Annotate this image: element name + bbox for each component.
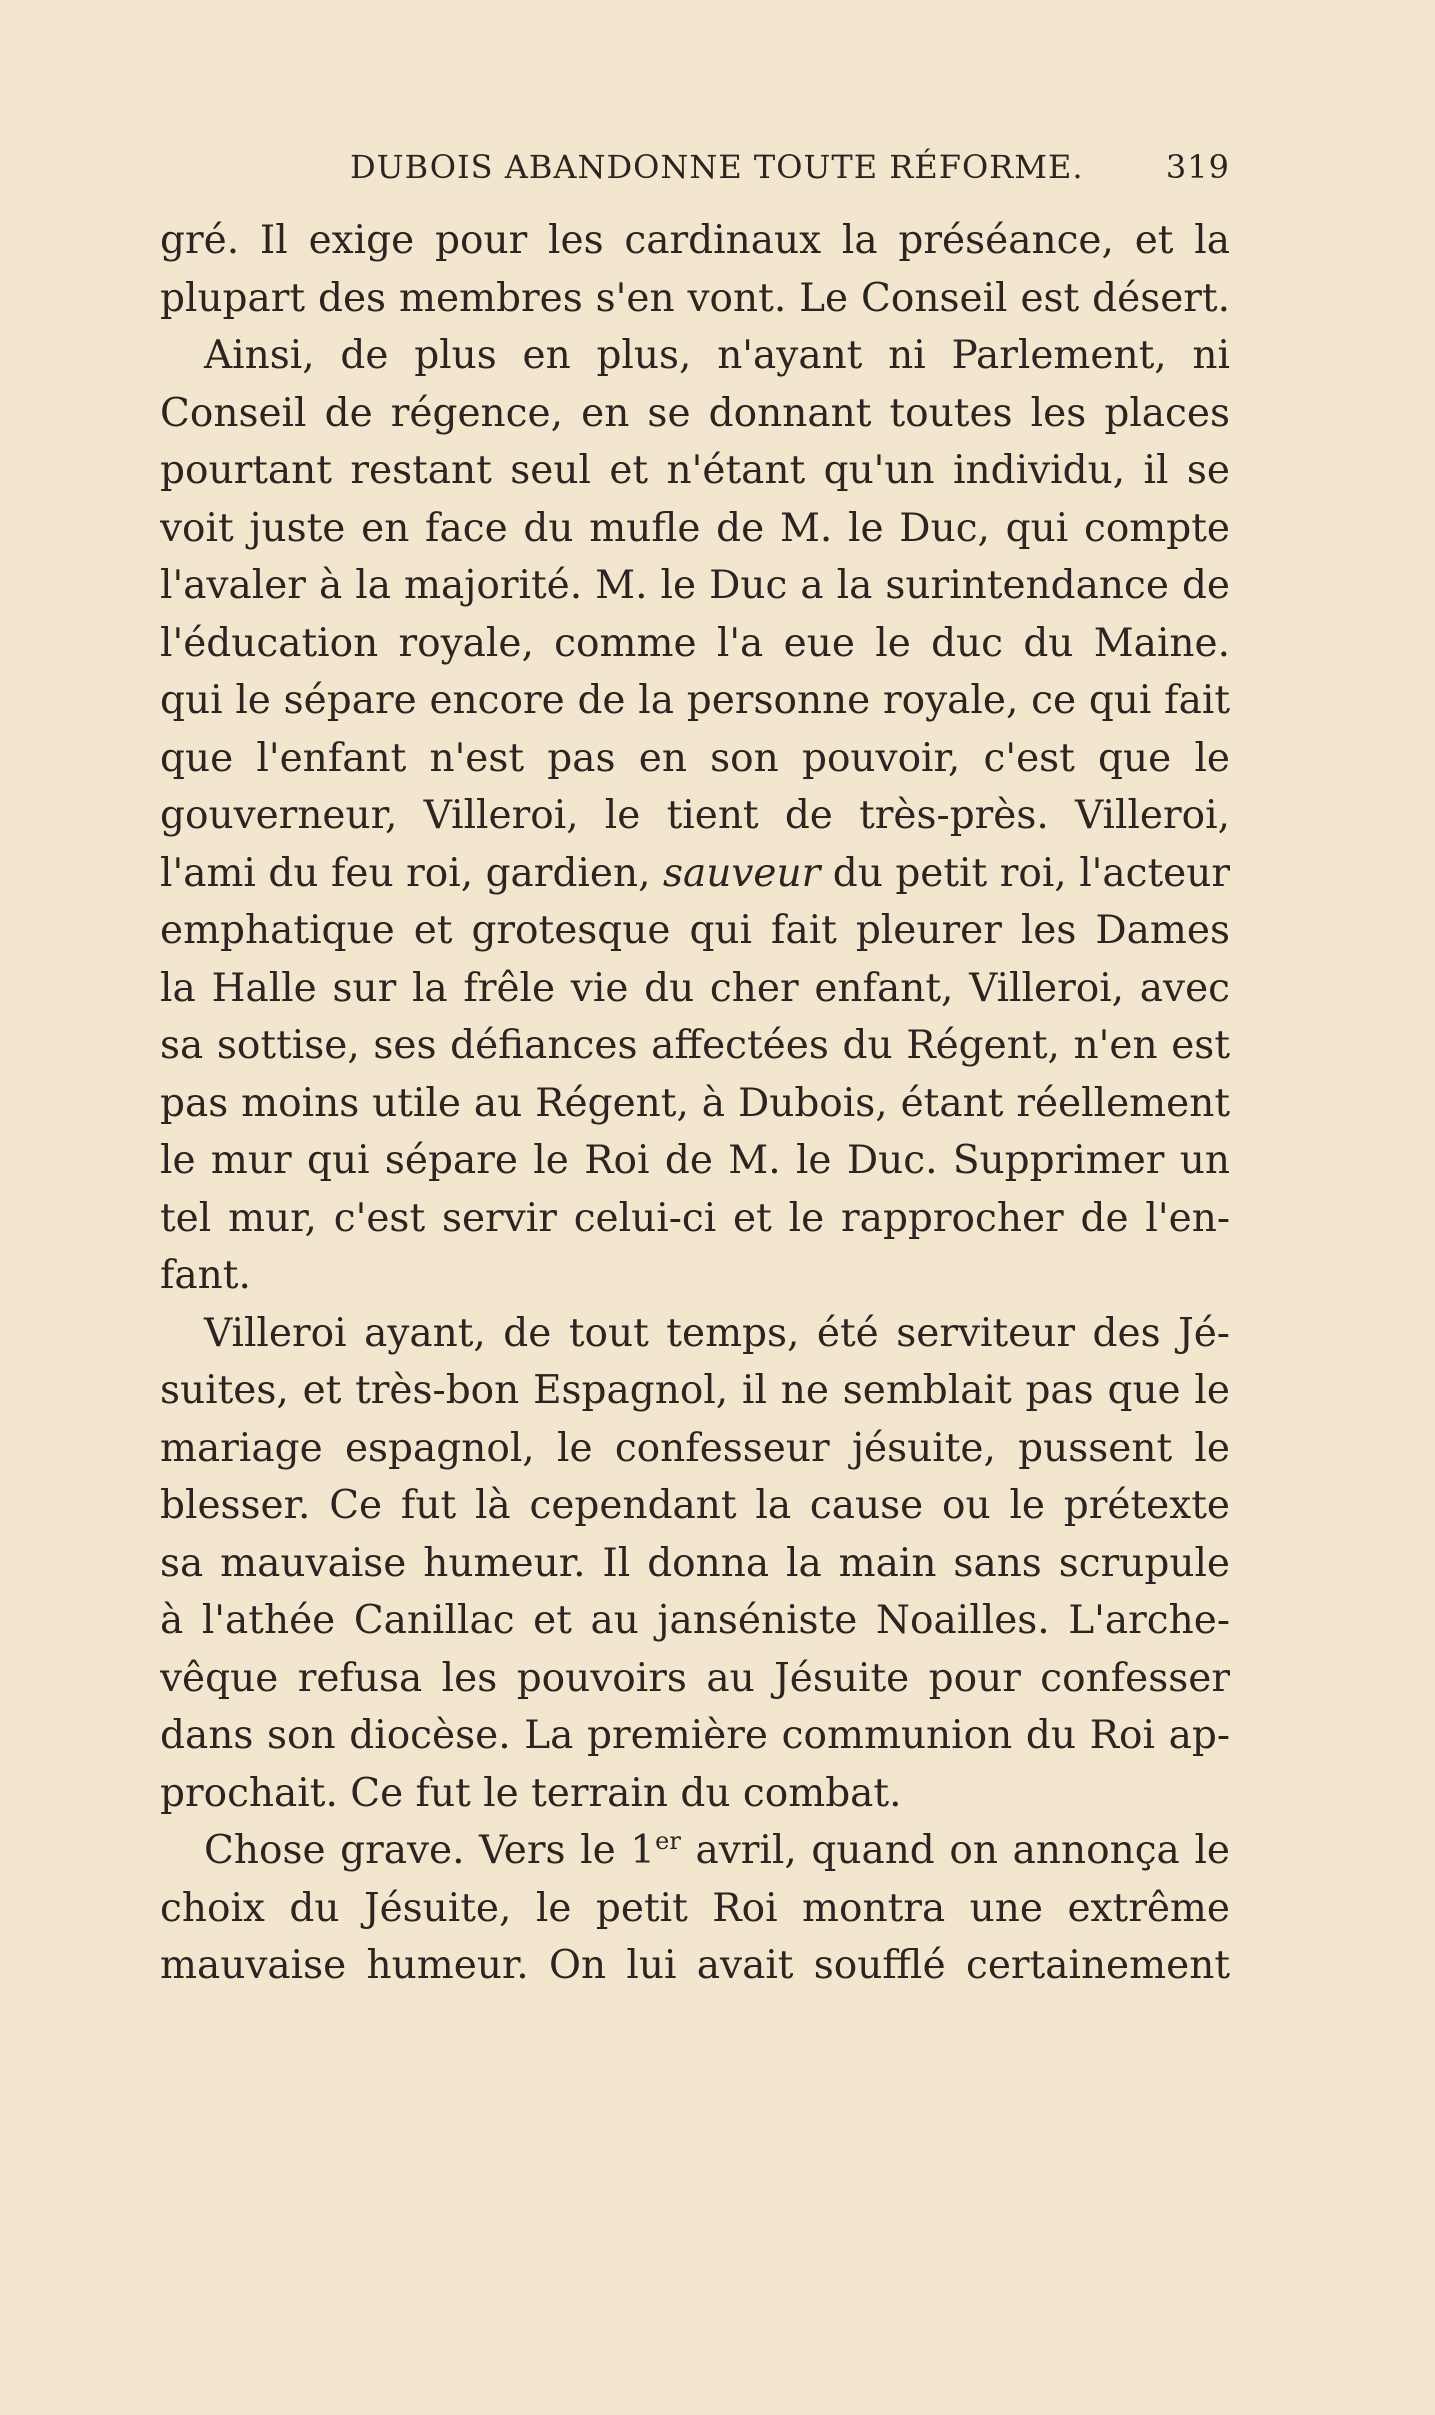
body-text bbox=[160, 212, 1230, 1995]
page-number: 319 bbox=[1165, 148, 1230, 186]
text-line: sa mauvaise humeur. Il donna la main sans scrupule bbox=[160, 1540, 1230, 1586]
text-line: qui le sépare encore de la personne royale, ce qui fait bbox=[160, 678, 1230, 723]
text-line: Conseil de régence, en se donnant toutes les places bbox=[160, 390, 1230, 436]
text-line: gouverneur, Villeroi, le tient de très-près. Villeroi, bbox=[160, 793, 1230, 838]
text-line: la Halle sur la frêle vie du cher enfant, Villeroi, avec bbox=[160, 965, 1230, 1011]
text-line: le mur qui sépare le Roi de M. le Duc. Supprimer un bbox=[160, 1138, 1230, 1183]
text-line: prochait. Ce fut le terrain du combat. bbox=[160, 1770, 902, 1816]
text-line: emphatique et grotesque qui fait pleurer les Dames bbox=[160, 908, 1230, 953]
text-segment: avril, quand on annonça le bbox=[695, 1828, 1230, 1873]
text-segment: du petit roi, l'acteur bbox=[832, 850, 1230, 896]
text-line: plupart des membres s'en vont. Le Conseil est désert. bbox=[160, 275, 1230, 321]
superscript: er bbox=[655, 1827, 681, 1855]
text-line: dans son diocèse. La première communion du Roi ap- bbox=[160, 1713, 1230, 1758]
text-line: voit juste en face du mufle de M. le Duc, qui compte bbox=[160, 505, 1230, 551]
chapter-title: DUBOIS ABANDONNE TOUTE RÉFORME. bbox=[350, 148, 1084, 186]
text-line: l'avaler à la majorité. M. le Duc a la surintendance de bbox=[160, 563, 1230, 608]
text-line: vêque refusa les pouvoirs au Jésuite pour confesser bbox=[160, 1655, 1230, 1701]
text-line: pas moins utile au Régent, à Dubois, étant réellement bbox=[160, 1080, 1230, 1126]
running-head bbox=[160, 148, 1230, 198]
text-line: sa sottise, ses défiances affectées du Régent, n'en est bbox=[160, 1023, 1230, 1068]
text-line: Villeroi ayant, de tout temps, été serviteur des Jé- bbox=[204, 1310, 1230, 1356]
italic-word: sauveur bbox=[663, 850, 821, 896]
text-line: fant. bbox=[160, 1253, 251, 1298]
text-line: mauvaise humeur. On lui avait soufflé certainement bbox=[160, 1943, 1230, 1988]
text-line: que l'enfant n'est pas en son pouvoir, c'est que le bbox=[160, 735, 1230, 781]
text-line: suites, et très-bon Espagnol, il ne semblait pas que le bbox=[160, 1368, 1230, 1413]
text-segment: l'ami du feu roi, gardien, bbox=[160, 850, 651, 896]
text-line: l'éducation royale, comme l'a eue le duc du Maine. bbox=[160, 620, 1230, 666]
text-line bbox=[160, 1822, 1230, 1880]
text-line: gré. Il exige pour les cardinaux la préséance, et la bbox=[160, 218, 1230, 263]
text-segment: Chose grave. Vers le 1 bbox=[204, 1828, 656, 1873]
text-line: pourtant restant seul et n'étant qu'un individu, il se bbox=[160, 448, 1230, 493]
text-line: à l'athée Canillac et au janséniste Noailles. L'arche- bbox=[160, 1598, 1230, 1643]
text-line: tel mur, c'est servir celui-ci et le rapprocher de l'en- bbox=[160, 1195, 1230, 1241]
text-line: Ainsi, de plus en plus, n'ayant ni Parlement, ni bbox=[204, 333, 1230, 378]
text-line: blesser. Ce fut là cependant la cause ou le prétexte bbox=[160, 1483, 1230, 1528]
text-line bbox=[160, 845, 1230, 903]
text-line: mariage espagnol, le confesseur jésuite, pussent le bbox=[160, 1425, 1230, 1471]
text-line: choix du Jésuite, le petit Roi montra une extrême bbox=[160, 1885, 1230, 1931]
